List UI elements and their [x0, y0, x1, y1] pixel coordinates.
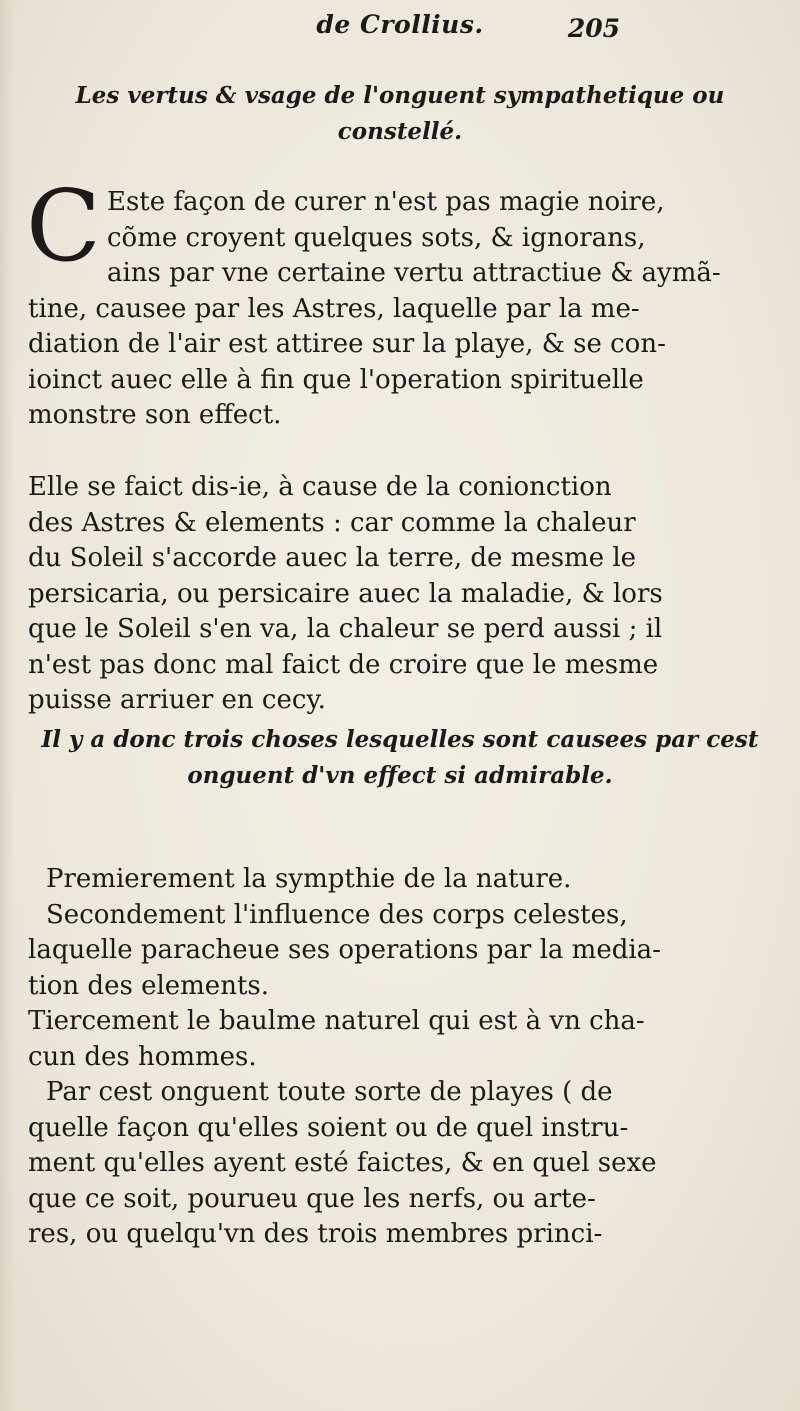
heading-line: Il y a donc trois choses lesquelles sont causees par cest [41, 726, 759, 753]
heading-line: constellé. [337, 118, 463, 145]
paragraph-par-cest: Par cest onguent toute sorte de playes ( de [46, 1077, 613, 1107]
text-line: ment qu'elles ayent esté faictes, & en quel sexe [28, 1148, 657, 1178]
heading-line: onguent d'vn effect si admirable. [187, 762, 613, 789]
drop-capital: C [26, 170, 101, 284]
text-line: Elle se faict dis-ie, à cause de la conionction [28, 472, 612, 502]
paragraph-cure [26, 170, 776, 434]
list-item-tiercement: Tiercement le baulme naturel qui est à vn cha- [28, 1006, 645, 1036]
text-line: tion des elements. [28, 970, 269, 1001]
text-line: cõme croyent quelques sots, & ignorans, [106, 222, 646, 253]
paragraph-conionction [28, 470, 776, 719]
heading-line: Les vertus & vsage de l'onguent sympathetique ou [75, 82, 725, 109]
text-line: que ce soit, pourueu que les nerfs, ou arte- [28, 1183, 596, 1214]
text-line: persicaria, ou persicaire auec la maladie, & lors [28, 578, 663, 609]
text-line: quelle façon qu'elles soient ou de quel instru- [28, 1112, 629, 1143]
running-head-title: de Crollius. [316, 10, 484, 39]
text-line: ioinct auec elle à fin que l'operation spirituelle [28, 364, 644, 395]
section-heading-vertus [30, 78, 770, 150]
list-item-premierement: Premierement la sympthie de la nature. [46, 864, 572, 894]
page-number: 205 [567, 14, 620, 43]
scan-edge-shadow [0, 0, 14, 1411]
text-line: Este façon de curer n'est pas magie noire, [106, 187, 665, 217]
list-three-things [28, 862, 776, 1253]
text-line: ains par vne certaine vertu attractiue & aymã- [106, 258, 721, 288]
text-line: cun des hommes. [28, 1041, 257, 1072]
section-heading-trois-choses [30, 722, 770, 794]
text-line: que le Soleil s'en va, la chaleur se perd aussi ; il [28, 614, 663, 644]
text-line: res, ou quelqu'vn des trois membres princi- [28, 1219, 603, 1249]
text-line: diation de l'air est attiree sur la playe, & se con- [28, 329, 666, 359]
text-line: du Soleil s'accorde auec la terre, de mesme le [28, 543, 637, 573]
text-line: laquelle paracheue ses operations par la media- [28, 935, 661, 965]
text-line: puisse arriuer en cecy. [28, 685, 326, 715]
list-item-secondement: Secondement l'influence des corps celestes, [46, 899, 628, 930]
text-line: monstre son effect. [28, 400, 282, 430]
text-line: des Astres & elements : car comme la chaleur [28, 507, 636, 538]
text-line: n'est pas donc mal faict de croire que le mesme [28, 649, 659, 680]
text-line: tine, causee par les Astres, laquelle par la me- [28, 293, 640, 324]
running-head [190, 6, 620, 46]
